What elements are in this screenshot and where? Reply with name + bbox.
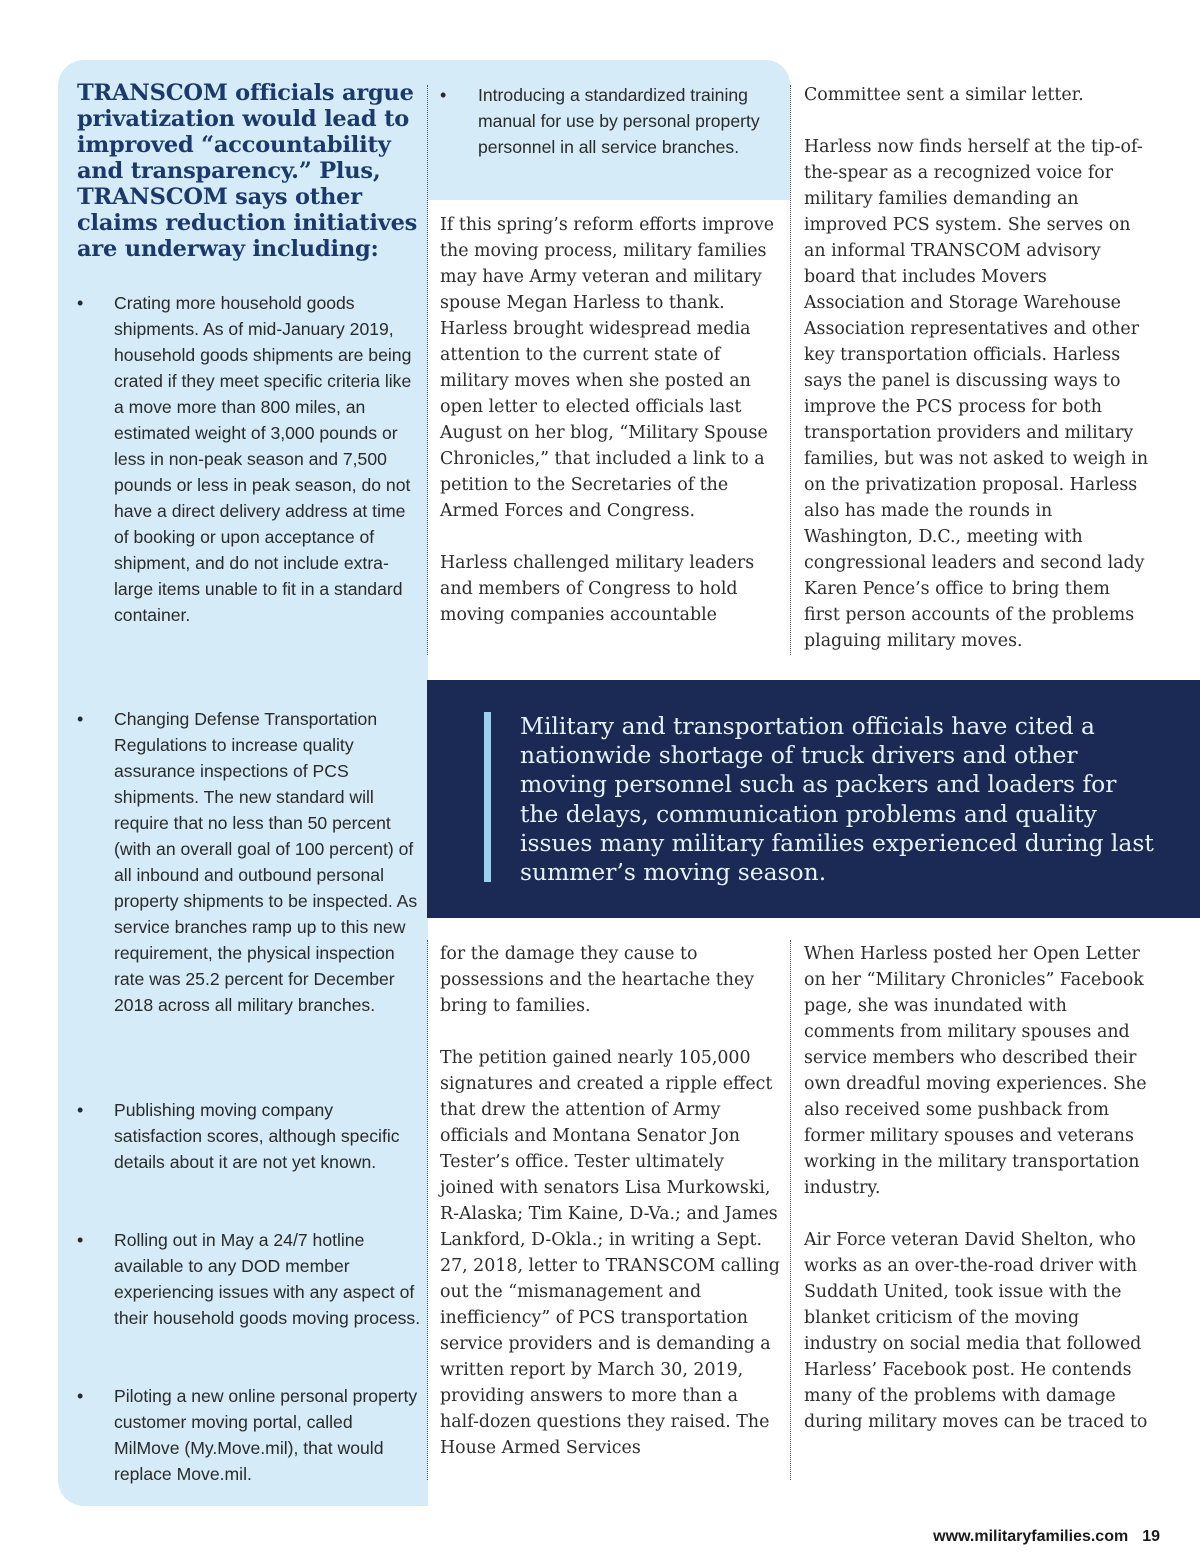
paragraph: Harless challenged military leaders and members of Congress to hold moving companies accountable <box>440 553 755 625</box>
paragraph: Air Force veteran David Shelton, who works as an over-the-road driver with Suddath United, took issue with the blanket criticism of the moving industry on social media that followed Harless’ Facebook post. He contends many of the problems with damage during military moves can be traced to <box>804 1230 1148 1432</box>
bullet-icon: • <box>77 709 84 729</box>
list-item-text: Rolling out in May a 24/7 hotline available to any DOD member experiencing issues with any aspect of their household goods moving process. <box>114 1230 421 1328</box>
article-column-3-top <box>804 82 1149 654</box>
list-item-text: Changing Defense Transportation Regulations to increase quality assurance inspections of PCS shipments. The new standard will require that no less than 50 percent (with an overall goal of 100 percent) of all inbound and outbound personal property shipments to be inspected. As service branches ramp up to this new requirement, the physical inspection rate was 25.2 percent for December 2018 across all military branches. <box>114 709 418 1015</box>
list-item <box>77 290 422 628</box>
quote-bar <box>484 712 491 882</box>
list-item-text: Introducing a standardized training manual for use by personal property personnel in all service branches. <box>478 85 760 157</box>
article-column-3-bottom <box>804 941 1149 1435</box>
paragraph: When Harless posted her Open Letter on her “Military Chronicles” Facebook page, she was inundated with comments from military spouses and service members who described their own dreadful moving experiences. She also received some pushback from former military spouses and veterans working in the military transportation industry. <box>804 944 1147 1198</box>
paragraph: for the damage they cause to possessions and the heartache they bring to families. <box>440 944 755 1016</box>
pull-quote <box>427 680 1200 918</box>
bullet-icon: • <box>77 1386 84 1406</box>
list-item-text: Piloting a new online personal property customer moving portal, called MilMove (My.Move.mil), that would replace Move.mil. <box>114 1386 418 1484</box>
column-divider <box>790 940 791 1480</box>
sidebar-heading: TRANSCOM officials argue privatization would lead to improved “accountability and transparency.” Plus, TRANSCOM says other claims reduction initiatives are underway including: <box>77 80 418 262</box>
bullet-icon: • <box>440 85 447 105</box>
column-divider <box>427 85 428 655</box>
bullet-icon: • <box>77 1230 84 1250</box>
footer-url[interactable]: www.militaryfamilies.com <box>933 1528 1129 1545</box>
page-footer <box>860 1528 1160 1546</box>
article-column-2-top <box>440 212 780 628</box>
bullet-icon: • <box>77 1100 84 1120</box>
column-divider <box>427 940 428 1480</box>
pull-quote-text: Military and transportation officials have cited a nationwide shortage of truck drivers and other moving personnel such as packers and loaders for the delays, communication problems and quality issues many military families experienced during last summer’s moving season. <box>520 712 1154 887</box>
list-item-text: Crating more household goods shipments. As of mid-January 2019, household goods shipments are being crated if they meet specific criteria like a move more than 800 miles, an estimated weight of 3,000 pounds or less in non-peak season and 7,500 pounds or less in peak season, do not have a direct delivery address at time of booking or upon acceptance of shipment, and do not include extra-large items unable to fit in a standard container. <box>114 293 412 625</box>
list-item-continued <box>440 82 785 160</box>
article-column-2-bottom <box>440 941 780 1461</box>
paragraph: Committee sent a similar letter. <box>804 85 1084 105</box>
paragraph: The petition gained nearly 105,000 signatures and created a ripple effect that drew the attention of Army officials and Montana Senator Jon Tester’s office. Tester ultimately joined with senators Lisa Murkowski, R-Alaska; Tim Kaine, D-Va.; and James Lankford, D-Okla.; in writing a Sept. 27, 2018, letter to TRANSCOM calling out the “mismanagement and inefficiency” of PCS transportation service providers and is demanding a written report by March 30, 2019, providing answers to more than a half-dozen questions they raised. The House Armed Services <box>440 1048 780 1458</box>
list-item <box>77 1383 422 1487</box>
list-item <box>77 706 422 1018</box>
bullet-icon: • <box>77 293 84 313</box>
list-item <box>77 1227 422 1331</box>
list-item <box>77 1097 422 1175</box>
page-number: 19 <box>1142 1528 1160 1545</box>
list-item-text: Publishing moving company satisfaction scores, although specific details about it are not yet known. <box>114 1100 400 1172</box>
paragraph: If this spring’s reform efforts improve the moving process, military families may have Army veteran and military spouse Megan Harless to thank. Harless brought widespread media attention to the current state of military moves when she posted an open letter to elected officials last August on her blog, “Military Spouse Chronicles,” that included a link to a petition to the Secretaries of the Armed Forces and Congress. <box>440 215 775 521</box>
paragraph: Harless now finds herself at the tip-of-the-spear as a recognized voice for military families demanding an improved PCS system. She serves on an informal TRANSCOM advisory board that includes Movers Association and Storage Warehouse Association representatives and other key transportation officials. Harless says the panel is discussing ways to improve the PCS process for both transportation providers and military families, but was not asked to weigh in on the privatization proposal. Harless also has made the rounds in Washington, D.C., meeting with congressional leaders and second lady Karen Pence’s office to bring them first person accounts of the problems plaguing military moves. <box>804 137 1149 651</box>
column-divider <box>790 85 791 655</box>
